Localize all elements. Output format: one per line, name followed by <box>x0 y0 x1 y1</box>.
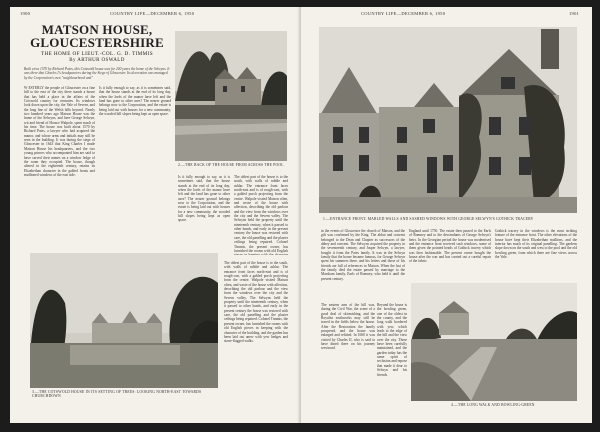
right-page <box>301 7 592 423</box>
right-body-column-3: Gothick tracery in the windows is the most striking feature of the entrance front. The other elevations of the house have kept their Elizabethan mullions, and the interior has much of its original panelling. The gardens slope down on the south and west to the pool and the old bowling green, from which there are fine views across the Vale. <box>495 229 577 260</box>
photo2-caption: 2.—THE BACK OF THE HOUSE FROM ACROSS THE POOL <box>178 163 284 167</box>
photo-house-in-trees <box>30 253 218 388</box>
body-column-3-top: The oldest part of the house is to the south, with walls of rubble and ashlar. The entrance front faces north-east and is of rough-cast, with a gabled porch projecting from the centre. Walpole visited Matson often, and wrote of the house with affection, describing the old parlour and the view from the windows over the city and the Severn valley. The Selwyns held the property until the nineteenth century, when it passed to other hands, and early in the present century the house was restored with care, the old panelling and the plaster ceilings being repaired. Colonel Timmis, the present owner, has furnished the rooms with old English <box>234 175 288 253</box>
photo3-caption: 3.—THE COTSWOLD HOUSE IN ITS SETTING OF TREES: LOOKING NORTH-EAST TOWARDS CHURCHDOWN <box>32 390 202 399</box>
right-running-head: COUNTRY LIFE—DECEMBER 6, 1950 <box>361 11 446 16</box>
title-line-1: MATSON HOUSE, <box>41 22 153 37</box>
article-subtitle: THE HOME OF LIEUT.-COL. G. D. TIMMIS <box>40 51 154 57</box>
body-column-3: The oldest part of the house is to the south, with walls of rubble and ashlar. The entrance front faces north-east and is of rough-cast, with a gabled porch projecting from the centre. Walpole visited Matson often, and wrote of the house with affection, describing the old parlour and the view from the windows over the city and the Severn valley. The Selwyns held the property until the nineteenth century, when it passed to other hands, and early in the present century the house was restored with care, the old panelling and the plaster ceilings being repaired. Colonel Timmis, the present owner, has furnished the rooms with old English pieces in keeping with the character of the building, and the garden has been laid out anew with yew hedges and stone-flagged walks. <box>224 261 288 344</box>
body-column-1b: Is it fully enough to say, as it is sometimes said, that the house stands at the end of its long day, when the lords of the manor have left and the land has gone to other uses? The nearer ground belongs now to the Corporation, and the estate is being laid out with houses for a new community, the wooded hill slopes being kept as open space. <box>99 86 171 117</box>
house-trees-illustration <box>30 253 218 388</box>
left-running-head: COUNTRY LIFE—DECEMBER 6, 1950 <box>110 11 195 16</box>
article-intro: Built circa 1570 by Richard Pates, this Cotswold house was for 200 years the home of the Selwyns. It was there that Charles I's headquarters during the Siege of Gloucester. Its decoration was managed by the Corporation's own "neighbourhood unit" <box>24 67 170 80</box>
right-body-column-1: in the events of Gloucester the church of Matson, and the gift was confirmed by the King. The abbot and convent belonged to the Dean and Chapter as successors of the abbey and convent. The Selwyns acquired the property in the seventeenth century, and Jasper Selwyn, a lawyer, bought it from the Pates family. It was in the Selwyn family that the house became famous, for George Selwyn spent his summers there, and his letters and those of his friends are full of references to Matson. When the last of the family died the estate passed by marriage to the Marsham family, Earls of Romney, who held it until the present century. <box>321 229 405 281</box>
right-lower-column-2: Beyond the house is the bowling green, one of the oldest in the county, and the long walk bordered with yew, which leads to the edge of the hill and the view over the city. These have been carefully maintained, and the garden today has the same spirit of seclusion and repose that made it dear to Selwyn and his friends. <box>377 303 407 377</box>
right-page-number: 1901 <box>569 11 580 16</box>
article-byline: By ARTHUR OSWALD <box>69 58 125 63</box>
entrance-front-illustration <box>319 27 577 213</box>
article-title <box>22 23 172 49</box>
photo-back-of-house <box>175 31 287 161</box>
body-column-1: W ESTERLY the people of Gloucester on a fine hill to the east of the city there stands a house that has held a place in the affairs of the Cotswold country for centuries. Its windows look down upon the city, the Vale of Severn, and the long line of the Welsh hills beyond. Nearly two hundred years ago Matson House was the home of the Selwyns, and here George Selwyn, wit and friend of Horace Walpole, spent much of his time. The house was built about 1570 by Richard Pates, a lawyer who had acquired the manor, and whose arms and initials may still be seen in the building. It was during the siege of Gloucester in 1643 that King Charles I made Matson House his headquarters, and the two young princes who accompanied him are said to have carved their names on a window ledge of the room they occupied. The house, though altered in the eighteenth century, retains its Elizabethan character in the gabled fronts and mullioned windows of the east side. <box>24 86 95 177</box>
photo4-caption: 4.—THE LONG WALK AND BOWLING-GREEN <box>451 403 535 407</box>
photo-long-walk <box>411 283 577 401</box>
title-line-2: GLOUCESTERSHIRE <box>30 35 164 50</box>
magazine-spread <box>10 7 592 423</box>
long-walk-illustration <box>411 283 577 401</box>
left-page <box>10 7 302 423</box>
right-lower-column-1: The eastern arm of the hill was, during the Civil War, the scene of a good deal of skirmishing, and the Royalist earthworks may still be traced in the fields below the house. After the Restoration the family prospered, and the house was enlarged and refitted. In 1660 it was visited by Charles II, who is said to have dined there on his journey westward. <box>321 303 375 351</box>
body-column-2: Is it fully enough to say, as it is sometimes said, that the house stands at the end of its long day, when the lords of the manor have left and the land has gone to other uses? The nearer ground belongs now to the Corporation, and the estate is being laid out with houses for a new community, the wooded hill slopes being kept as open space. <box>178 175 230 223</box>
house-back-illustration <box>175 31 287 161</box>
right-body-column-2: England until 1750. The estate then passed to the Earls of Romney and to the descendants of George Selwyn's heirs. In the Georgian period the house was modernised and the entrance front received sash windows, some of them given the pointed heads of Gothick tracery which was then fashionable. The present owner bought the house after the war and has carried out a careful repair of the fabric. <box>409 229 491 264</box>
left-page-number: 1900 <box>20 11 31 16</box>
photo-entrance-front <box>319 27 577 213</box>
photo1-caption: 1.—ENTRANCE FRONT: MARLED WALLS AND SASHED WINDOWS WITH GEORGE SELWYN'S GOTHICK TRACERY <box>323 217 534 221</box>
